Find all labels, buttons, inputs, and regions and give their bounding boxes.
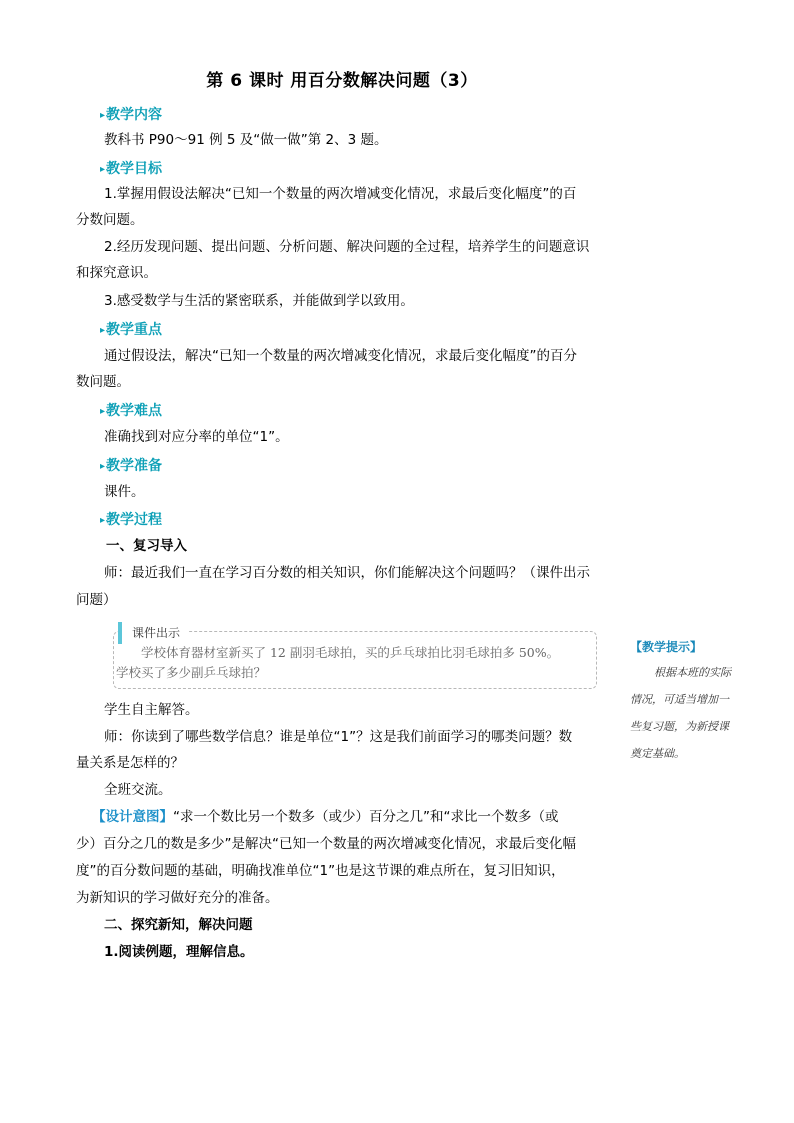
design-intent-label: 【设计意图】	[92, 809, 173, 825]
teaching-tip-title: 【教学提示】	[630, 640, 703, 654]
goal-1-line-1: 1.掌握用假设法解决“已知一个数量的两次增减变化情况，求最后变化幅度”的百	[104, 186, 577, 202]
teaching-tip-line-4: 奠定基础。	[630, 747, 685, 760]
class-discussion: 全班交流。	[104, 782, 172, 798]
key-text-line-1: 通过假设法，解决“已知一个数量的两次增减变化情况，求最后变化幅度”的百分	[104, 348, 577, 364]
section-heading-prep: ▸教学准备	[100, 458, 163, 474]
design-intent-line-3: 度”的百分数问题的基础，明确找准单位“1”也是这节课的难点所在，复习旧知识，	[76, 863, 565, 879]
teacher-prompt-2-line-1: 师：你读到了哪些数学信息？谁是单位“1”？这是我们前面学习的哪类问题？数	[104, 729, 573, 745]
student-answer: 学生自主解答。	[104, 702, 199, 718]
lesson-title: 第 6 课时 用百分数解决问题（3）	[206, 71, 478, 91]
section-heading-difficulty: ▸教学难点	[100, 403, 163, 419]
goal-1-line-2: 分数问题。	[76, 212, 144, 228]
design-intent-line-2: 少）百分之几的数是多少”是解决“已知一个数量的两次增减变化情况，求最后变化幅	[76, 836, 576, 852]
triangle-marker-icon: ▸	[100, 325, 106, 336]
goal-2-line-2: 和探究意识。	[76, 265, 157, 281]
teacher-prompt-1-line-2: 问题）	[76, 592, 117, 608]
triangle-marker-icon: ▸	[100, 461, 106, 472]
section-heading-content: ▸教学内容	[100, 107, 163, 123]
teaching-tip-line-2: 情况，可适当增加一	[630, 693, 729, 706]
section-heading-process: ▸教学过程	[100, 512, 163, 528]
goal-2-line-1: 2.经历发现问题、提出问题、分析问题、解决问题的全过程，培养学生的问题意识	[104, 239, 590, 255]
design-intent-line-4: 为新知识的学习做好充分的准备。	[76, 890, 279, 906]
section-heading-goals: ▸教学目标	[100, 161, 163, 177]
triangle-marker-icon: ▸	[100, 110, 106, 121]
design-intent-line-1: 【设计意图】“求一个数比另一个数多（或少）百分之几”和“求比一个数多（或	[92, 809, 559, 825]
part-2-heading: 二、探究新知，解决问题	[104, 917, 253, 933]
part-1-heading: 一、复习导入	[106, 538, 187, 554]
problem-line-1: 学校体育器材室新买了 12 副羽毛球拍，买的乒乓球拍比羽毛球拍多 50%。	[141, 645, 560, 660]
problem-line-2: 学校买了多少副乒乓球拍？	[116, 665, 267, 680]
triangle-marker-icon: ▸	[100, 164, 106, 175]
teacher-prompt-2-line-2: 量关系是怎样的？	[76, 755, 184, 771]
key-text-line-2: 数问题。	[76, 374, 130, 390]
triangle-marker-icon: ▸	[100, 515, 106, 526]
teacher-prompt-1-line-1: 师：最近我们一直在学习百分数的相关知识，你们能解决这个问题吗？（课件出示	[104, 565, 590, 581]
section-heading-key: ▸教学重点	[100, 322, 163, 338]
prep-text: 课件。	[104, 484, 145, 500]
difficulty-text: 准确找到对应分率的单位“1”。	[104, 429, 289, 445]
teaching-tip-line-1: 根据本班的实际	[654, 666, 731, 679]
step-1: 1.阅读例题，理解信息。	[104, 944, 254, 960]
courseware-label: 课件出示	[118, 622, 188, 644]
content-text: 教科书 P90～91 例 5 及“做一做”第 2、3 题。	[104, 132, 388, 148]
goal-3: 3.感受数学与生活的紧密联系，并能做到学以致用。	[104, 293, 414, 309]
triangle-marker-icon: ▸	[100, 406, 106, 417]
teaching-tip-line-3: 些复习题，为新授课	[630, 720, 729, 733]
